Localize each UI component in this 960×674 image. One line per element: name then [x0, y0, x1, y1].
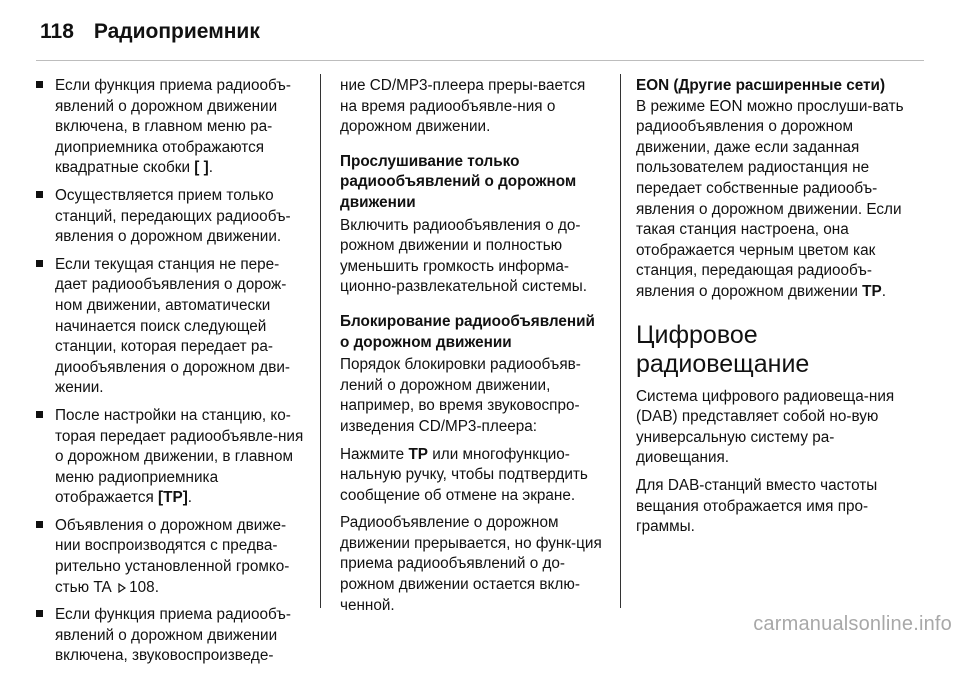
- paragraph: Порядок блокировки радиообъяв-лений о дорожном движении, например, во время звуковоспро-изведения CD/MP3-плеера:: [340, 356, 581, 435]
- bullet-item: [36, 186, 308, 248]
- continuation-text: ние CD/MP3-плеера преры-вается на время радиообъявле-ния о дорожном движении.: [340, 77, 586, 136]
- bullet-after: .: [208, 159, 213, 177]
- bullet-item: [36, 605, 308, 667]
- page-title: Радиоприемник: [93, 20, 260, 43]
- bullet-after: .: [154, 578, 159, 596]
- column-2: [340, 76, 606, 623]
- paragraph: Для DAB-станций вместо частоты вещания отображается имя про-граммы.: [636, 476, 878, 536]
- paragraph-text: или многофункцио-нальную ручку, чтобы подтвердить сообщение об отмене на экране.: [340, 445, 588, 504]
- paragraph: [636, 97, 908, 303]
- bullet-item: [36, 406, 308, 509]
- bullet-item: [36, 255, 308, 399]
- watermark-text: carmanualsonline.info: [753, 613, 952, 635]
- paragraph: Включить радиообъявления о до-рожном движении и полностью уменьшить громкость информа-ционно-развлекательной системы.: [340, 216, 587, 296]
- bullet-text: Если функция приема радиообъ-явлений о дорожном движении включена, в главном меню ра-диоприемника отображаются квадратные скобки: [55, 77, 291, 177]
- paragraph: Радиообъявление о дорожном движении прерывается, но функ-ция приема радиообъявлений о до-рожном движении остается вклю-ченной.: [340, 514, 602, 614]
- paragraph-text: В режиме EON можно прослуши-вать радиообъявления о дорожном движении, даже если заданная пользователем радиостанция не передает собственные радиообъ-явления о дорожном движении. Если такая станция настроена, она отображается черным цветом как станция, передающая радиообъ-явления о дорожном движении: [636, 97, 904, 300]
- bullet-item: [36, 516, 308, 598]
- bullet-square-icon: [36, 260, 43, 267]
- bullet-square-icon: [36, 521, 43, 528]
- bullet-square-icon: [36, 191, 43, 198]
- watermark: [753, 613, 952, 636]
- bullet-text: После настройки на станцию, ко-торая передает радиообъявле-ния о дорожном движении, в главном меню радиоприемника отображается: [55, 406, 304, 507]
- tp-label: TP: [862, 282, 882, 300]
- section-heading: Прослушивание только радиообъявлений о дорожном движении: [340, 152, 577, 211]
- paragraph-text: .: [881, 282, 886, 300]
- page-number: 118: [40, 20, 74, 43]
- bullet-square-icon: [36, 81, 43, 88]
- bullet-square-icon: [36, 610, 43, 617]
- bullet-text: Объявления о дорожном движе-нии воспроизводятся с предва-рительно установленной громко-стью TA: [55, 516, 290, 596]
- bullet-text: Осуществляется прием только станций, передающих радиообъ-явления о дорожном движении.: [55, 186, 291, 246]
- chapter-heading: Цифровое радиовещание: [636, 320, 810, 378]
- paragraph-text: Нажмите: [340, 445, 409, 463]
- bullet-square-icon: [36, 411, 43, 418]
- column-divider-1: [320, 74, 321, 608]
- column-3: [636, 76, 908, 545]
- column-1: [36, 76, 308, 674]
- bullet-text: Если текущая станция не пере-дает радиообъявления о дорож-ном движении, автоматически начинается поиск следующей станции, которая передает ра-диообъявления о дорожном дви-жении.: [55, 255, 290, 397]
- tp-button-label: TP: [408, 445, 428, 463]
- bullet-item: [36, 76, 308, 179]
- bullet-bold-text: [TP]: [158, 489, 188, 507]
- page-reference-arrow-icon: [118, 583, 126, 593]
- page-reference-link[interactable]: 108: [129, 578, 155, 596]
- header-rule: [36, 60, 924, 61]
- column-divider-2: [620, 74, 621, 608]
- page-header: [40, 12, 260, 52]
- section-heading: Блокирование радиообъявлений о дорожном движении: [340, 312, 595, 351]
- bullet-text: Если функция приема радиообъ-явлений о дорожном движении включена, звуковоспроизведе-: [55, 606, 291, 665]
- section-heading: EON (Другие расширенные сети): [636, 77, 886, 94]
- bullet-after: .: [187, 489, 193, 507]
- paragraph: [340, 445, 606, 507]
- paragraph: Система цифрового радиовеща-ния (DAB) представляет собой но-вую универсальную систему ра-диовещания.: [636, 387, 895, 467]
- bullet-bold-text: [ ]: [194, 159, 209, 177]
